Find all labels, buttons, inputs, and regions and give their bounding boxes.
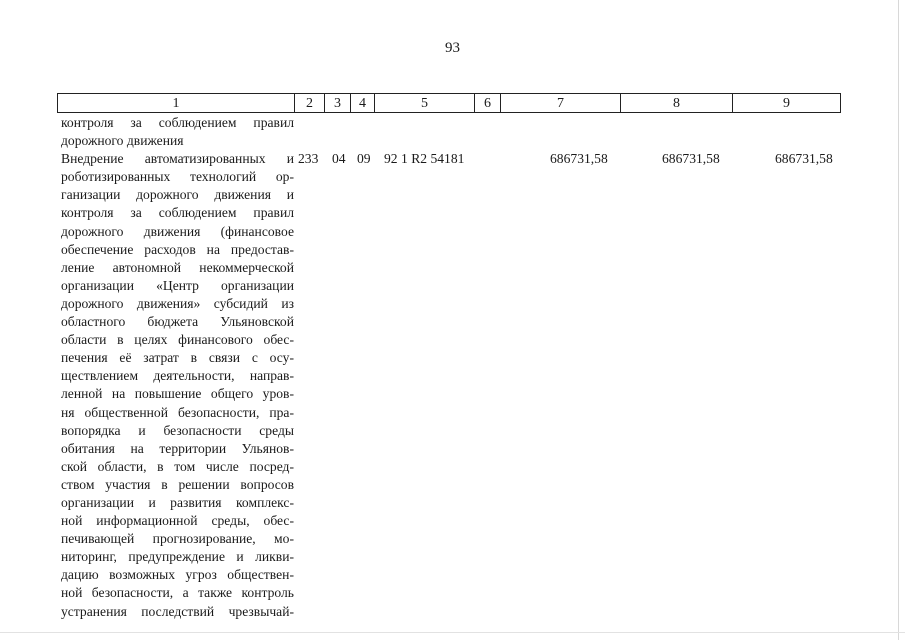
description-line: ной информационной среды, обес-	[61, 513, 294, 529]
description-line: печения её затрат в связи с осу-	[61, 350, 294, 366]
description-line: ганизации дорожного движения и	[61, 187, 294, 203]
header-row	[58, 94, 841, 113]
header-col-2: 2	[295, 94, 325, 113]
cell-col-2: 233	[298, 151, 319, 166]
header-col-9: 9	[733, 94, 841, 113]
header-col-6: 6	[475, 94, 501, 113]
scan-edge-bottom	[0, 632, 905, 633]
description-line: ской области, в том числе посред-	[61, 458, 294, 474]
header-col-3: 3	[325, 94, 351, 113]
header-col-7: 7	[501, 94, 621, 113]
description-line: ленной на повышение общего уров-	[61, 386, 294, 402]
description-line: контроля за соблюдением правил	[61, 205, 294, 221]
cell-col-3: 04	[332, 151, 346, 166]
description-line: обитания на территории Ульянов-	[61, 440, 294, 456]
description-line: организации «Центр организации	[61, 277, 294, 293]
description-line: устранения последствий чрезвычай-	[61, 603, 294, 619]
description-line: организации и развития комплекс-	[61, 494, 294, 510]
page-number: 93	[445, 40, 460, 56]
description-line: ной безопасности, а также контроль	[61, 585, 294, 601]
cell-col-5: 92 1 R2 54181	[384, 151, 465, 166]
header-col-1: 1	[58, 94, 295, 113]
header-col-4: 4	[351, 94, 375, 113]
description-line: ством участия в решении вопросов	[61, 476, 294, 492]
description-line: дацию возможных угроз обществен-	[61, 567, 294, 583]
description-line: ление автономной некоммерческой	[61, 259, 294, 275]
description-line: дорожного движения» субсидий из	[61, 295, 294, 311]
description-line: печивающей прогнозирование, мо-	[61, 531, 294, 547]
description-line: ниторинг, предупреждение и ликви-	[61, 549, 294, 565]
cell-col-7: 686731,58	[550, 151, 608, 166]
row-description	[61, 114, 294, 621]
scan-edge-right	[898, 0, 899, 640]
description-line: вопорядка и безопасности среды	[61, 422, 294, 438]
continuation-line: дорожного движения	[61, 133, 184, 149]
description-line: дорожного движения (финансовое	[61, 223, 294, 239]
description-line: Внедрение автоматизированных и	[61, 151, 294, 167]
description-line: роботизированных технологий ор-	[61, 169, 294, 185]
description-line: ществлением деятельности, направ-	[61, 368, 294, 384]
table-header	[57, 93, 841, 113]
description-line: областного бюджета Ульяновской	[61, 314, 294, 330]
description-line: области в целях финансового обес-	[61, 332, 294, 348]
cell-col-9: 686731,58	[775, 151, 833, 166]
header-col-5: 5	[375, 94, 475, 113]
description-line: обеспечение расходов на предостав-	[61, 241, 294, 257]
continuation-line: контроля за соблюдением правил	[61, 115, 294, 130]
description-line: ня общественной безопасности, пра-	[61, 404, 294, 420]
cell-col-4: 09	[357, 151, 371, 166]
cell-col-8: 686731,58	[662, 151, 720, 166]
header-col-8: 8	[621, 94, 733, 113]
